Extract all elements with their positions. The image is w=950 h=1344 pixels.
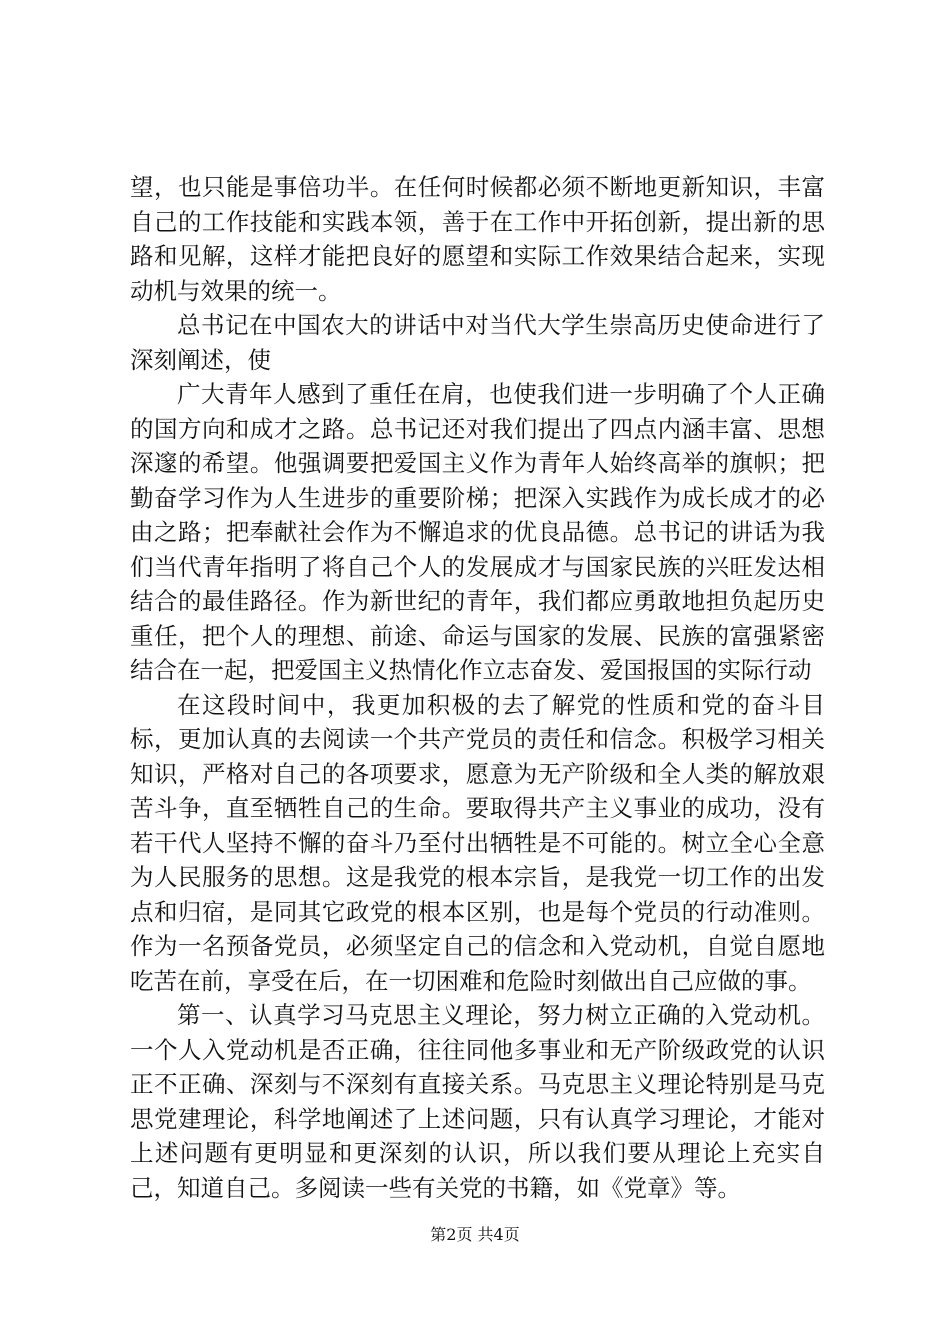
paragraph-1: 望，也只能是事倍功半。在任何时候都必须不断地更新知识，丰富自己的工作技能和实践本领，善于在工作中开拓创新，提出新的思路和见解，这样才能把良好的愿望和实际工作效果结合起来，实现动机与效果的统一。 [130,173,825,305]
paragraph-2: 总书记在中国农大的讲话中对当代大学生崇高历史使命进行了深刻阐述，使 [130,311,825,374]
paragraph-5: 第一、认真学习马克思主义理论，努力树立正确的入党动机。一个人入党动机是否正确，往往同他多事业和无产阶级政党的认识正不正确、深刻与不深刻有直接关系。马克思主义理论特别是马克思党建理论，科学地阐述了上述问题，只有认真学习理论，才能对上述问题有更明显和更深刻的认识，所以我们要从理论上充实自己，知道自己。多阅读一些有关党的书籍，如《党章》等。 [130,1001,825,1202]
document-body [130,170,825,1205]
paragraph-4: 在这段时间中，我更加积极的去了解党的性质和党的奋斗目标，更加认真的去阅读一个共产党员的责任和信念。积极学习相关知识，严格对自己的各项要求，愿意为无产阶级和全人类的解放艰苦斗争，直至牺牲自己的生命。要取得共产主义事业的成功，没有若干代人坚持不懈的奋斗乃至付出牺牲是不可能的。树立全心全意为人民服务的思想。这是我党的根本宗旨，是我党一切工作的出发点和归宿，是同其它政党的根本区别，也是每个党员的行动准则。作为一名预备党员，必须坚定自己的信念和入党动机，自觉自愿地吃苦在前，享受在后，在一切困难和危险时刻做出自己应做的事。 [130,690,825,995]
page-footer: 第2页 共4页 [430,1225,520,1244]
paragraph-3: 广大青年人感到了重任在肩，也使我们进一步明确了个人正确的国方向和成才之路。总书记还对我们提出了四点内涵丰富、思想深邃的希望。他强调要把爱国主义作为青年人始终高举的旗帜；把勤奋学习作为人生进步的重要阶梯；把深入实践作为成长成才的必由之路；把奉献社会作为不懈追求的优良品德。总书记的讲话为我们当代青年指明了将自己个人的发展成才与国家民族的兴旺发达相结合的最佳路径。作为新世纪的青年，我们都应勇敢地担负起历史重任，把个人的理想、前途、命运与国家的发展、民族的富强紧密结合在一起，把爱国主义热情化作立志奋发、爱国报国的实际行动 [130,380,825,684]
